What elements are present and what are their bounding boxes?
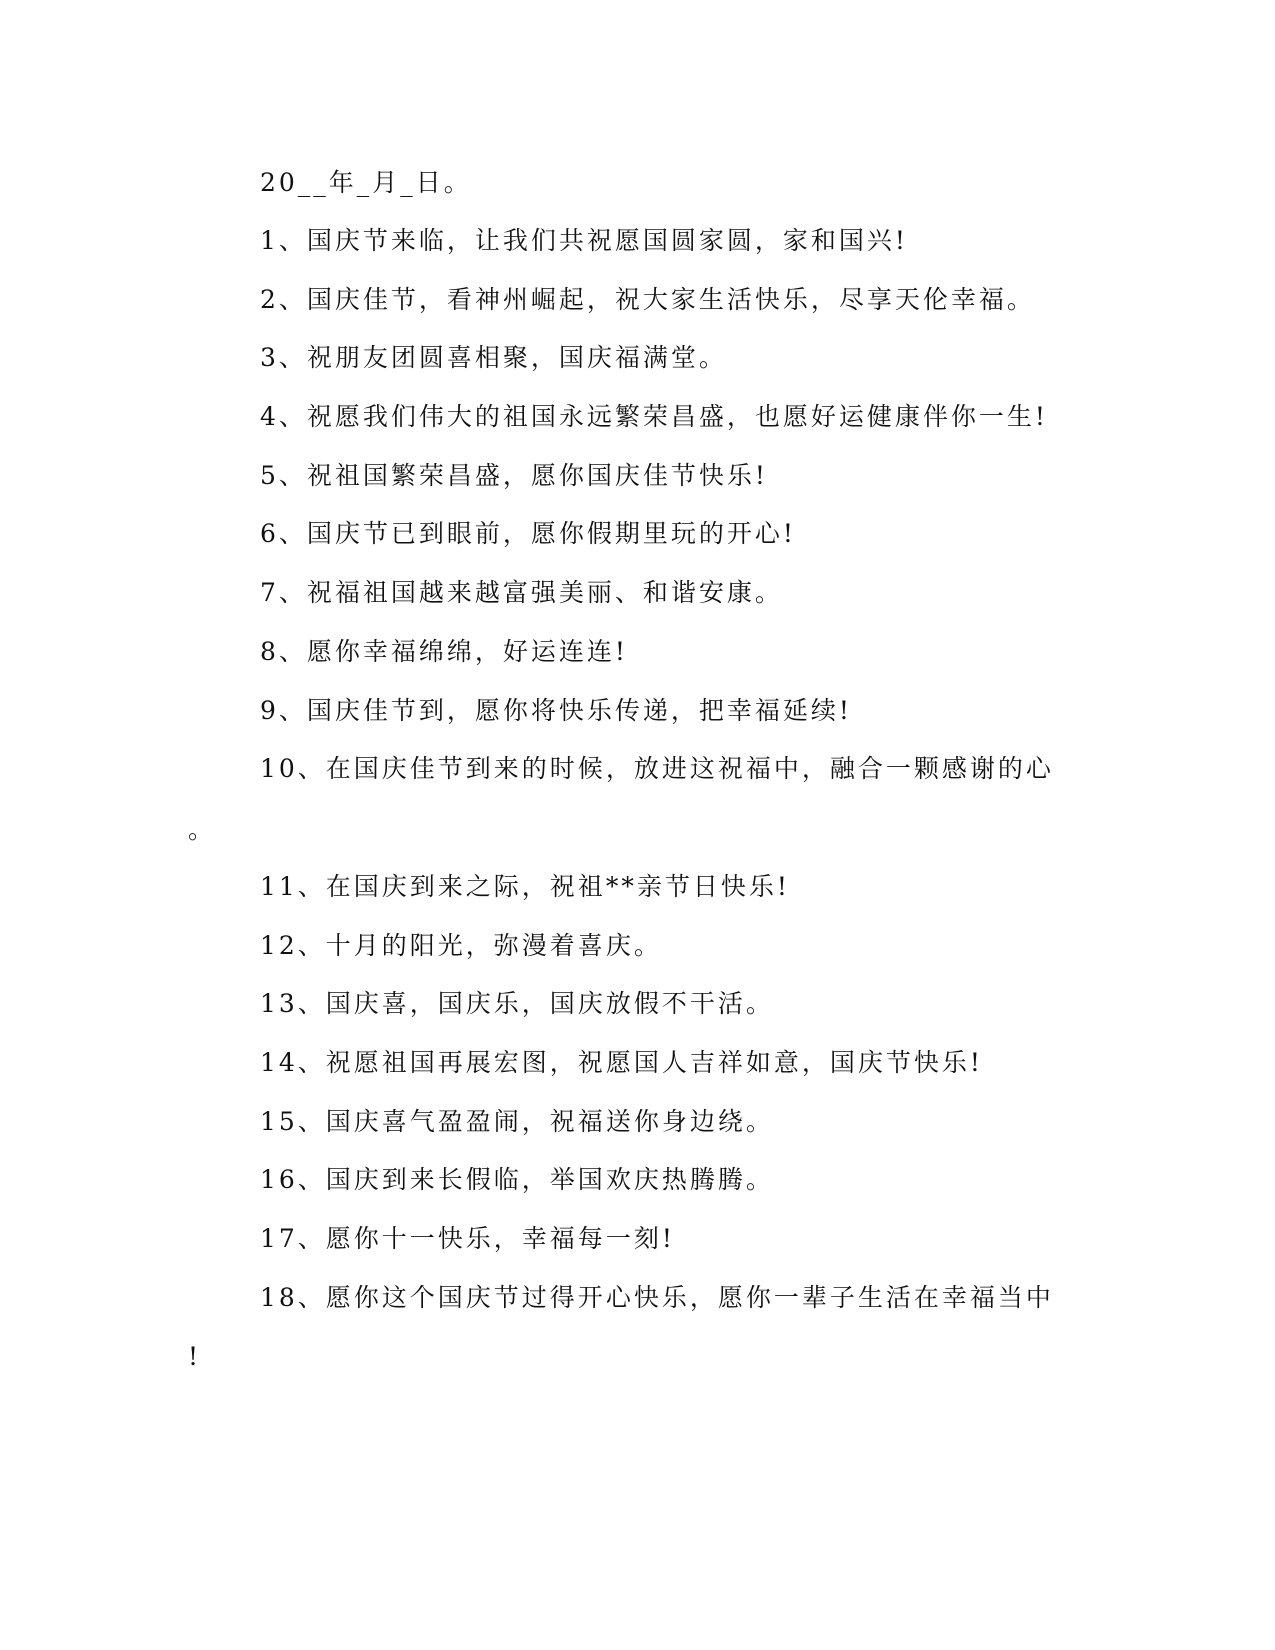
date-line: 20__年_月_日。 (260, 168, 472, 197)
list-item: 7、祝福祖国越来越富强美丽、和谐安康。 (260, 578, 783, 607)
list-item: 6、国庆节已到眼前，愿你假期里玩的开心! (260, 519, 796, 548)
list-item: 1、国庆节来临，让我们共祝愿国圆家圆，家和国兴! (260, 226, 908, 255)
list-item: 15、国庆喜气盈盈闹，祝福送你身边绕。 (260, 1107, 774, 1136)
list-item: 8、愿你幸福绵绵，好运连连! (260, 637, 628, 666)
list-item: 2、国庆佳节，看神州崛起，祝大家生活快乐，尽享天伦幸福。 (260, 285, 1035, 314)
list-item: 12、十月的阳光，弥漫着喜庆。 (260, 931, 662, 960)
list-item: 16、国庆到来长假临，举国欢庆热腾腾。 (260, 1165, 774, 1194)
list-item: 18、愿你这个国庆节过得开心快乐，愿你一辈子生活在幸福当中 (260, 1283, 1054, 1312)
list-item: 11、在国庆到来之际，祝祖**亲节日快乐! (260, 872, 790, 901)
list-item: 5、祝祖国繁荣昌盛，愿你国庆佳节快乐! (260, 461, 768, 490)
list-item: 17、愿你十一快乐，幸福每一刻! (260, 1224, 675, 1253)
list-item: 3、祝朋友团圆喜相聚，国庆福满堂。 (260, 343, 727, 372)
wrapped-punctuation: ! (188, 1342, 202, 1371)
list-item: 13、国庆喜，国庆乐，国庆放假不干活。 (260, 989, 774, 1018)
list-item: 10、在国庆佳节到来的时候，放进这祝福中，融合一颗感谢的心 (260, 754, 1054, 783)
wrapped-punctuation: 。 (188, 815, 217, 844)
list-item: 9、国庆佳节到，愿你将快乐传递，把幸福延续! (260, 696, 852, 725)
list-item: 4、祝愿我们伟大的祖国永远繁荣昌盛，也愿好运健康伴你一生! (260, 402, 1048, 431)
list-item: 14、祝愿祖国再展宏图，祝愿国人吉祥如意，国庆节快乐! (260, 1048, 983, 1077)
